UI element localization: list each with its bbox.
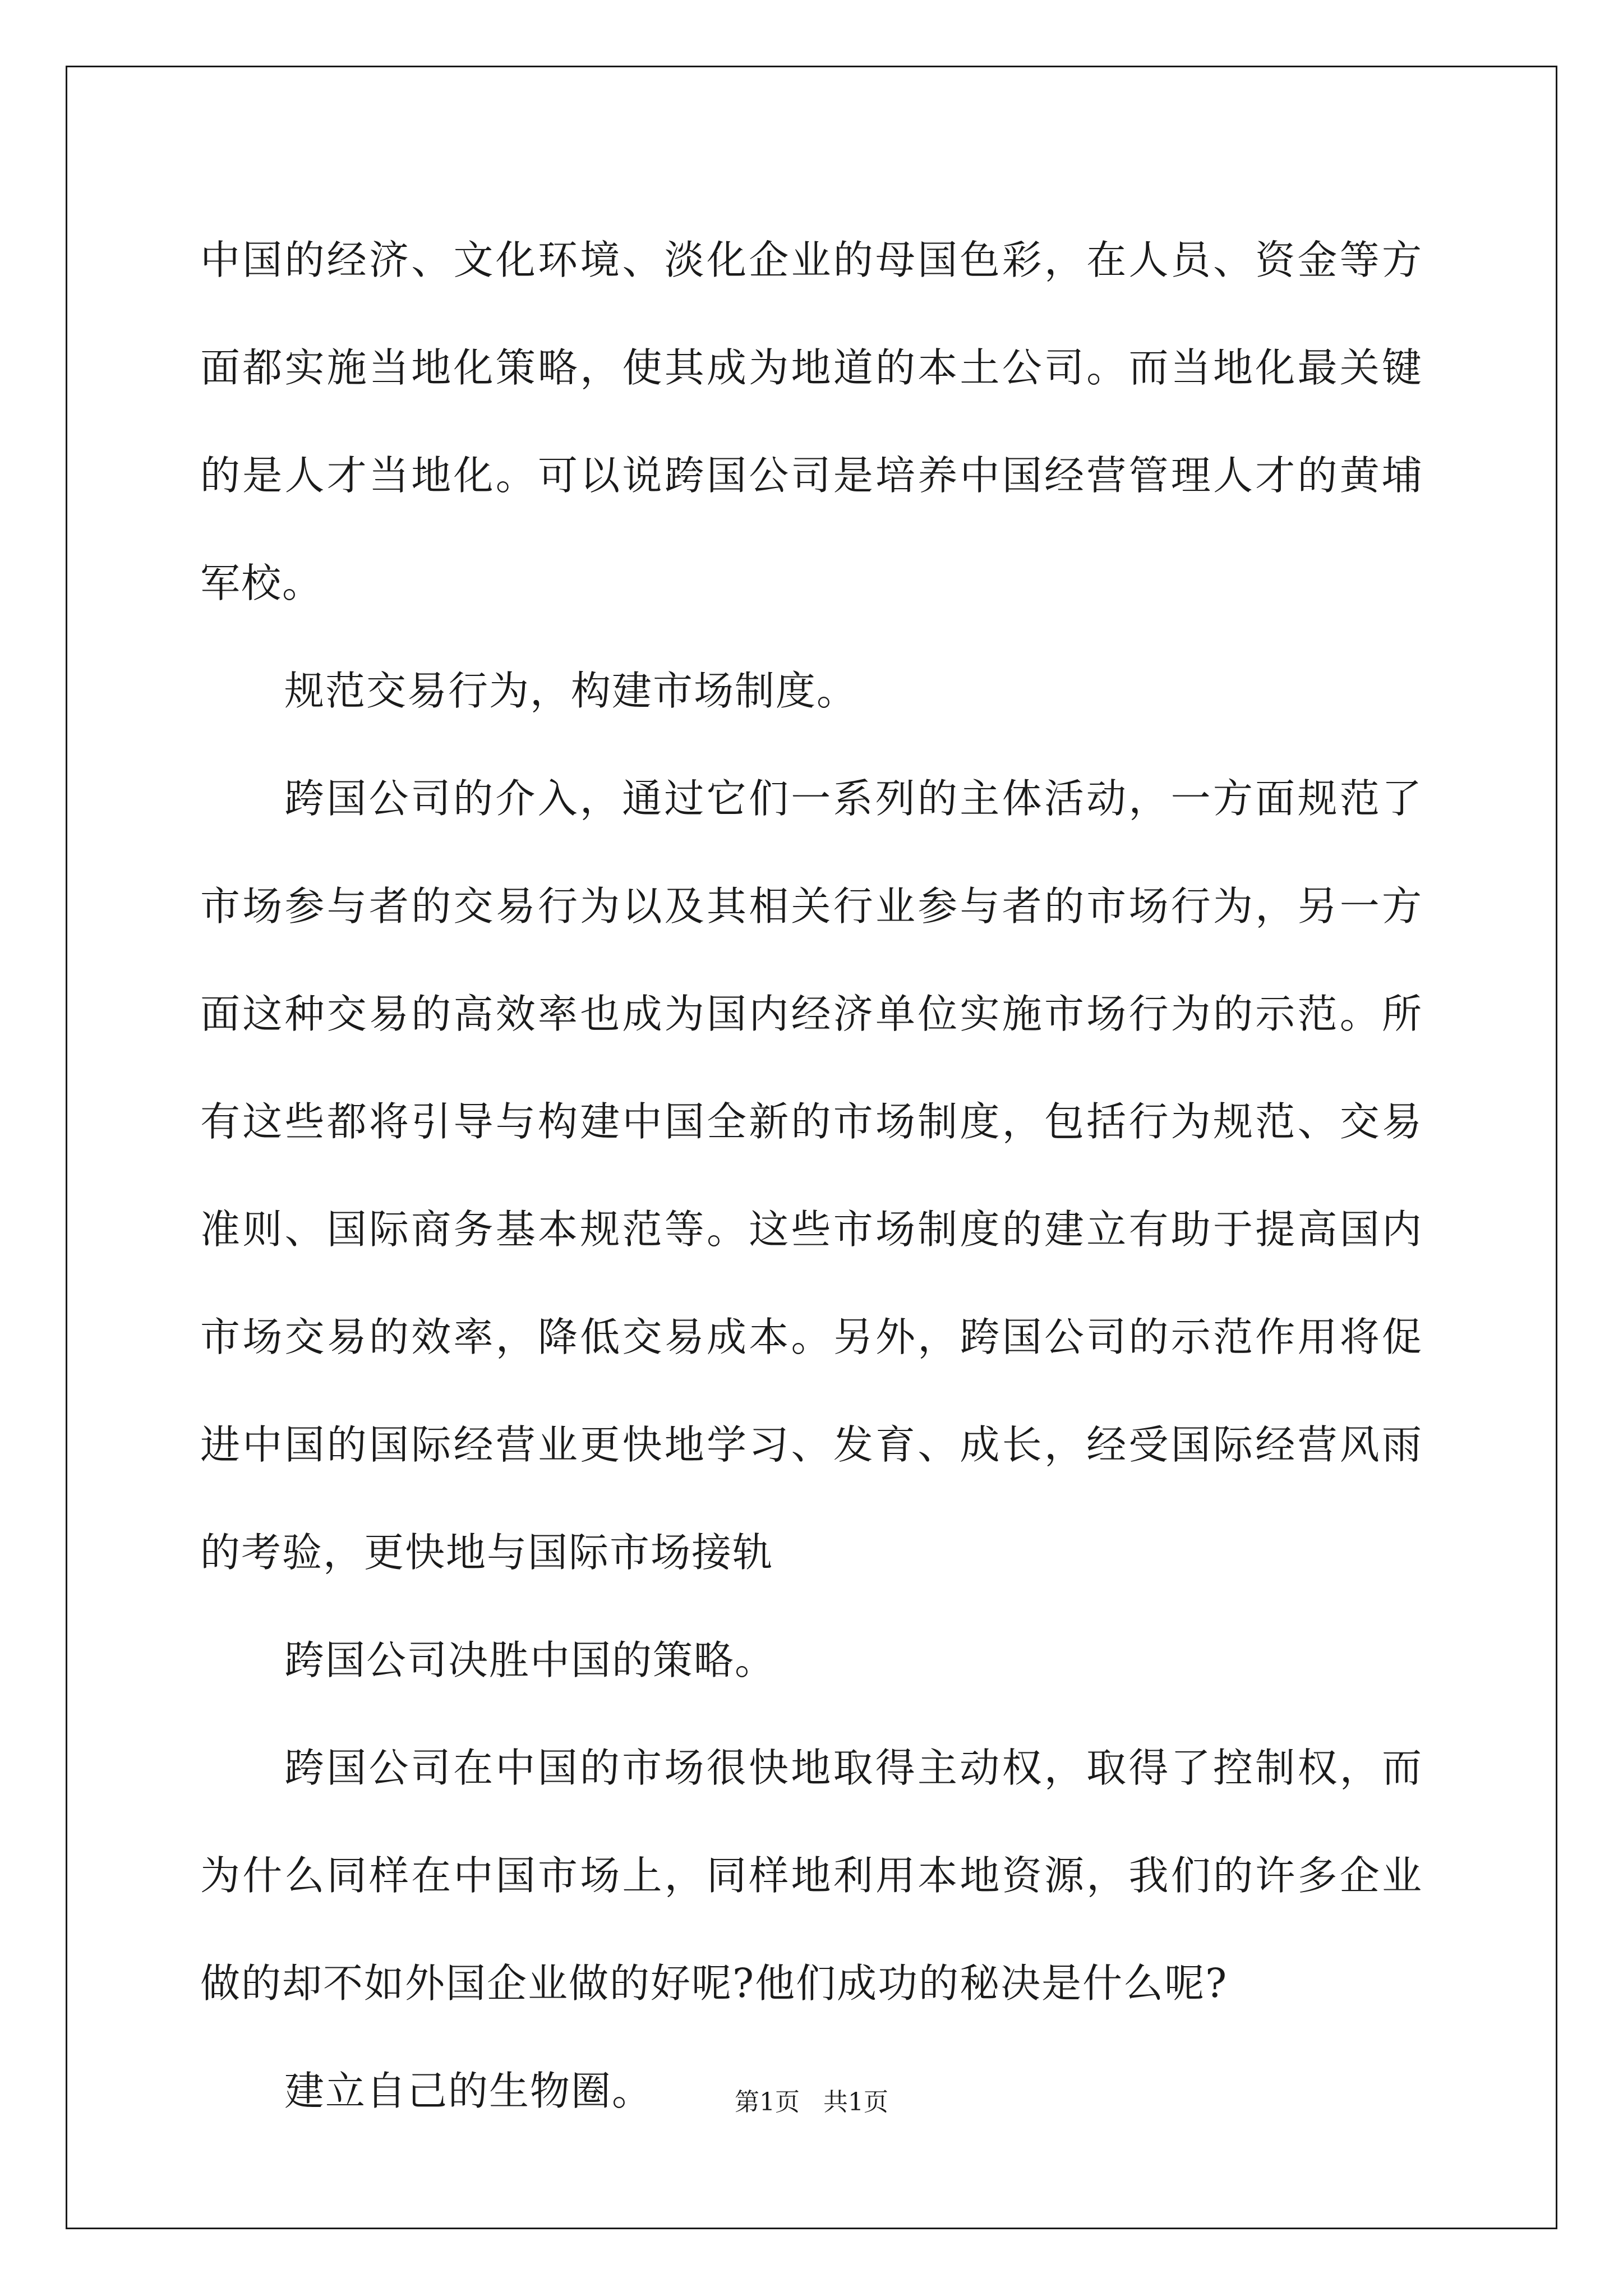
paragraph: 规范交易行为，构建市场制度。 xyxy=(284,668,858,714)
paragraph: 建立自己的生物圈。 xyxy=(284,2068,653,2114)
paragraph: 跨国公司在中国的市场很快地取得主动权，取得了控制权，而为什么同样在中国市场上，同样地利用本地资源，我们的许多企业做的却不如外国企业做的好呢?他们成功的秘决是什么呢? xyxy=(200,1745,1423,2007)
paragraph: 中国的经济、文化环境、淡化企业的母国色彩，在人员、资金等方面都实施当地化策略，使其成为地道的本土公司。而当地化最关键的是人才当地化。可以说跨国公司是培养中国经营管理人才的黄埔军校。 xyxy=(200,237,1423,606)
page-number-total: 共1页 xyxy=(823,2088,888,2116)
document-body xyxy=(200,206,1423,2145)
paragraph: 跨国公司决胜中国的策略。 xyxy=(284,1637,776,1683)
page-number-current: 第1页 xyxy=(735,2088,800,2116)
page-footer xyxy=(0,2086,1623,2119)
paragraph: 跨国公司的介入，通过它们一系列的主体活动，一方面规范了市场参与者的交易行为以及其相关行业参与者的市场行为，另一方面这种交易的高效率也成为国内经济单位实施市场行为的示范。所有这些都将引导与构建中国全新的市场制度，包括行为规范、交易准则、国际商务基本规范等。这些市场制度的建立有助于提高国内市场交易的效率，降低交易成本。另外，跨国公司的示范作用将促进中国的国际经营业更快地学习、发育、成长，经受国际经营风雨的考验，更快地与国际市场接轨 xyxy=(200,775,1423,1576)
